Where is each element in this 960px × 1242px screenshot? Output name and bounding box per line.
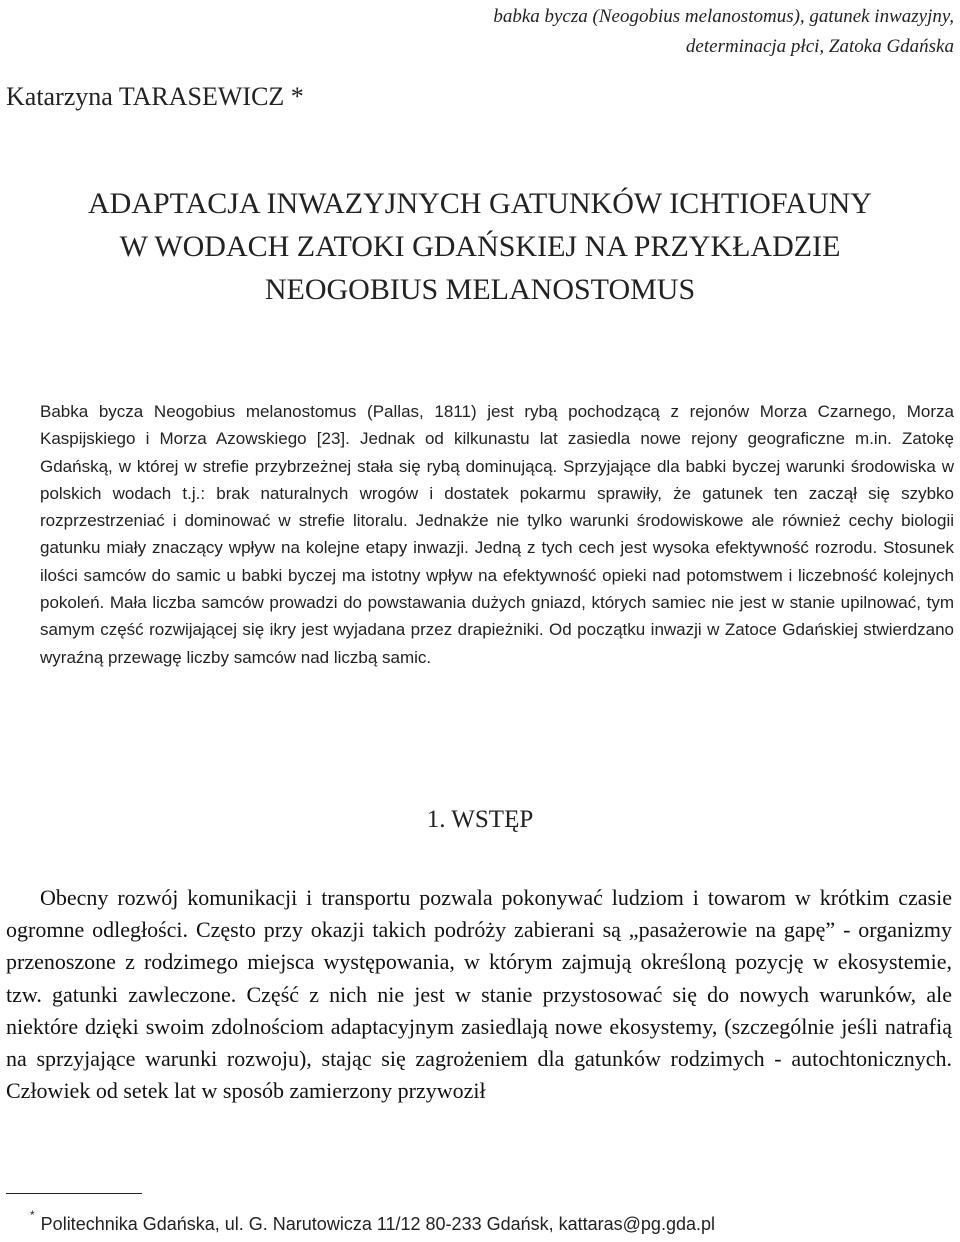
paper-title [0, 182, 960, 311]
footnote-marker: * [30, 1208, 35, 1222]
footnote-divider [6, 1193, 142, 1194]
keywords: babka bycza (Neogobius melanostomus), gatunek inwazyjny, determinacja płci, Zatoka Gdańska [493, 6, 954, 57]
section-heading: 1. WSTĘP [426, 806, 534, 833]
abstract: Babka bycza Neogobius melanostomus (Pallas, 1811) jest rybą pochodzącą z rejonów Morza Czarnego, Morza Kaspijskiego i Morza Azowskiego [23]. Jednak od kilkunastu lat zasiedla nowe rejony geograficzne m.in. Zatokę Gdańską, w której w strefie przybrzeżnej stała się rybą dominującą. Sprzyjające dla babki byczej warunki środowiska w polskich wodach t.j.: brak naturalnych wrogów i dostatek pokarmu sprawiły, że gatunek ten zaczął się szybko rozprzestrzeniać i dominować w strefie litoralu. Jednakże nie tylko warunki środowiskowe ale również cechy biologii gatunku miały znaczący wpływ na kolejne etapy inwazji. Jedną z tych cech jest wysoka efektywność rozrodu. Stosunek ilości samców do samic u babki byczej ma istotny wpływ na efektywność opieki nad potomstwem i liczebność kolejnych pokoleń. Mała liczba samców prowadzi do powstawania dużych gniazd, których samiec nie jest w stanie upilnować, tym samym część rozwijającej się ikry jest wyjadana przez drapieżniki. Od początku inwazji w Zatoce Gdańskiej stwierdzano wyraźną przewagę liczby samców nad liczbą samic. [40, 402, 954, 667]
footnote-text: Politechnika Gdańska, ul. G. Narutowicza 11/12 80-233 Gdańsk, kattaras@pg.gda.pl [40, 1214, 715, 1234]
body-paragraph-text: Obecny rozwój komunikacji i transportu pozwala pokonywać ludziom i towarom w krótkim czasie ogromne odległości. Często przy okazji takich podróży zabierani są „pasażerowie na gapę” - organizmy przenoszone z rodzimego miejsca występowania, w którym zajmują określoną pozycję w ekosystemie, tzw. gatunki zawleczone. Część z nich nie jest w stanie przystosować się do nowych warunków, ale niektóre dzięki swoim zdolnościom adaptacyjnym zasiedlają nowe ekosystemy, (szczególnie jeśli natrafią na sprzyjające warunki rozwoju), stając się zagrożeniem dla gatunków rodzimych - autochtonicznych. Człowiek od setek lat w sposób zamierzony przywoził [6, 885, 952, 1104]
title-line-1: ADAPTACJA INWAZYJNYCH GATUNKÓW ICHTIOFAUNY [88, 187, 872, 220]
title-line-2: W WODACH ZATOKI GDAŃSKIEJ NA PRZYKŁADZIE [119, 230, 841, 263]
author-name: Katarzyna TARASEWICZ * [6, 82, 304, 111]
footnote [30, 1208, 715, 1235]
body-paragraph [6, 882, 952, 1107]
title-line-3: NEOGOBIUS MELANOSTOMUS [264, 273, 696, 306]
